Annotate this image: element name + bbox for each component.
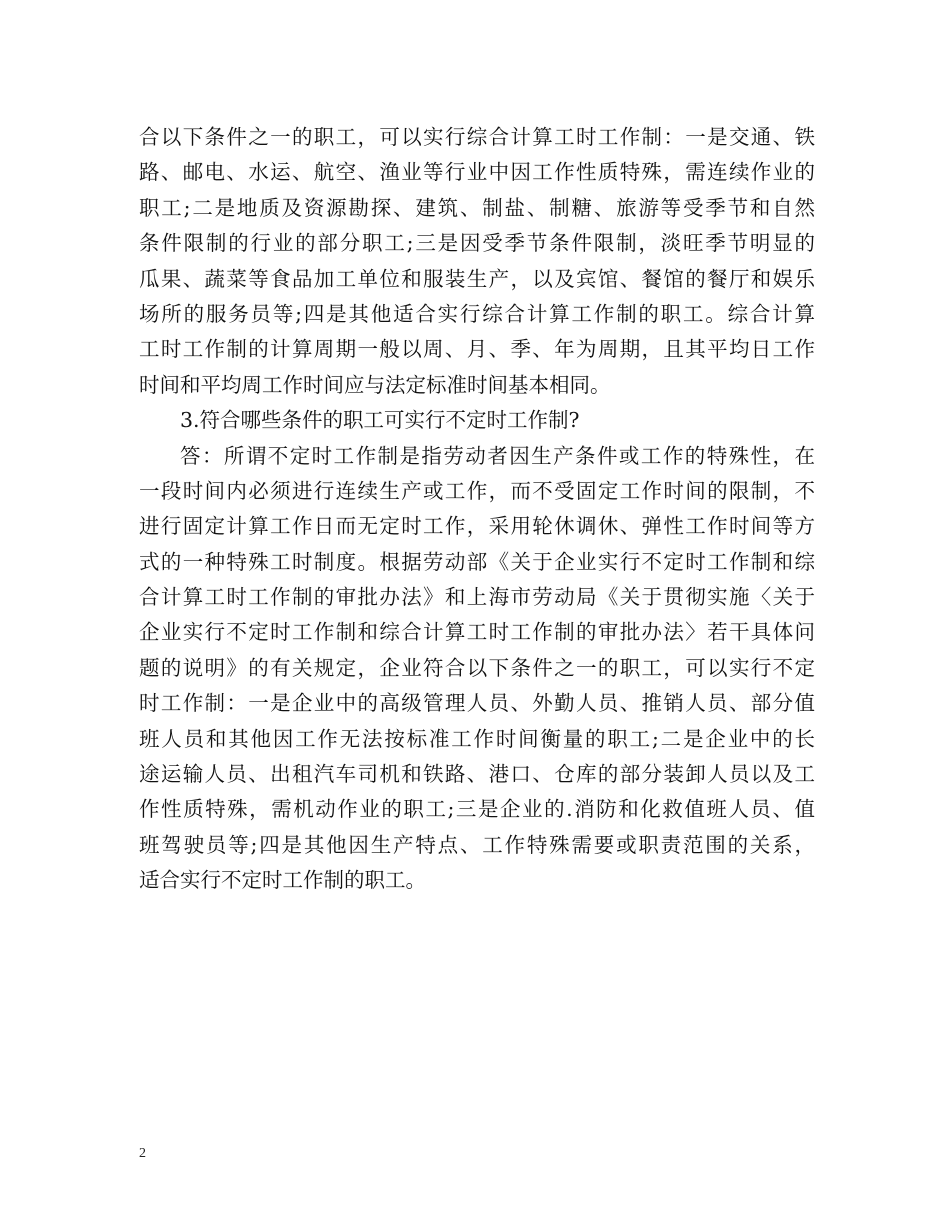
document-body [139, 120, 815, 899]
paragraph-comprehensive-hours-conditions [139, 120, 815, 403]
text-line: 合以下条件之一的职工，可以实行综合计算工时工作制：一是交通、铁 [139, 125, 815, 149]
paragraph-answer [139, 439, 815, 899]
text-line: 时间和平均周工作时间应与法定标准时间基本相同。 [139, 372, 611, 397]
text-line: 进行固定计算工作日而无定时工作，采用轮休调休、弹性工作时间等方 [139, 514, 815, 539]
text-line: 时工作制：一是企业中的高级管理人员、外勤人员、推销人员、部分值 [139, 691, 815, 716]
text-line: 题的说明》的有关规定，企业符合以下条件之一的职工，可以实行不定 [139, 655, 815, 680]
text-line: 瓜果、蔬菜等食品加工单位和服装生产，以及宾馆、餐馆的餐厅和娱乐 [139, 266, 815, 291]
text-line: 工时工作制的计算周期一般以周、月、季、年为周期，且其平均日工作 [139, 337, 815, 362]
question-text: 3.符合哪些条件的职工可实行不定时工作制? [180, 408, 580, 433]
text-line: 式的一种特殊工时制度。根据劳动部《关于企业实行不定时工作制和综 [139, 549, 815, 574]
text-line: 职工;二是地质及资源勘探、建筑、制盐、制糖、旅游等受季节和自然 [139, 195, 815, 220]
text-line: 条件限制的行业的部分职工;三是因受季节条件限制，淡旺季节明显的 [139, 231, 815, 256]
text-line: 途运输人员、出租汽车司机和铁路、港口、仓库的部分装卸人员以及工 [139, 762, 815, 787]
text-line: 场所的服务员等;四是其他适合实行综合计算工作制的职工。综合计算 [139, 301, 815, 326]
text-line: 作性质特殊，需机动作业的职工;三是企业的.消防和化救值班人员、值 [139, 797, 815, 822]
text-line: 一段时间内必须进行连续生产或工作，而不受固定工作时间的限制，不 [139, 478, 815, 503]
text-line: 路、邮电、水运、航空、渔业等行业中因工作性质特殊，需连续作业的 [139, 160, 815, 185]
page-number: 2 [139, 1146, 146, 1161]
text-line: 班驾驶员等;四是其他因生产特点、工作特殊需要或职责范围的关系， [139, 832, 815, 857]
text-line: 答：所谓不定时工作制是指劳动者因生产条件或工作的特殊性，在 [180, 443, 815, 468]
text-line: 适合实行不定时工作制的职工。 [139, 868, 426, 893]
text-line: 企业实行不定时工作制和综合计算工时工作制的审批办法〉若干具体问 [139, 620, 815, 645]
question-heading [139, 403, 815, 438]
text-line: 班人员和其他因工作无法按标准工作时间衡量的职工;二是企业中的长 [139, 726, 815, 751]
text-line: 合计算工时工作制的审批办法》和上海市劳动局《关于贯彻实施〈关于 [139, 585, 815, 610]
